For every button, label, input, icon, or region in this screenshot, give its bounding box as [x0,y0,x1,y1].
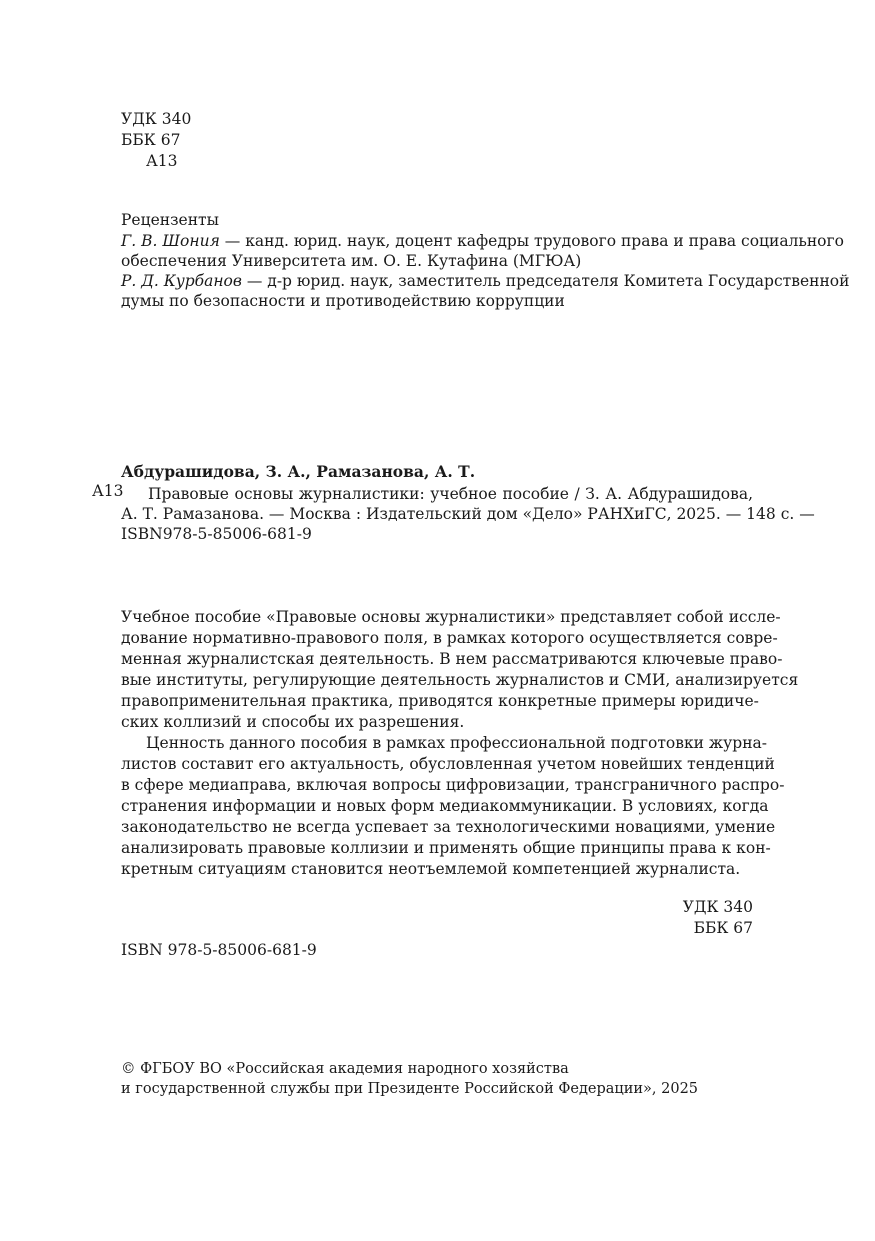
reviewer-2-line-2: думы по безопасности и противодействию коррупции [121,292,565,310]
classification-bbk: ББК 67 [693,919,753,937]
classification-udk: УДК 340 [682,898,753,916]
reviewer-2-desc: — д-р юрид. наук, заместитель председателя Комитета Государственной [241,272,850,290]
reviewer-2-line-1 [121,272,850,290]
bib-line-3: ISBN978-5-85006-681-9 [121,525,312,543]
copyright-line-1: © ФГБОУ ВО «Российская академия народного хозяйства [121,1061,569,1077]
bib-line-1: Правовые основы журналистики: учебное пособие / З. А. Абдурашидова, [148,485,753,503]
bib-mark: А13 [92,482,124,500]
abstract-p2-line: в сфере медиаправа, включая вопросы цифровизации, трансграничного распро- [121,776,785,794]
abstract-p2-line: странения информации и новых форм медиакоммуникации. В условиях, когда [121,797,769,815]
reviewer-2-name: Р. Д. Курбанов [121,272,242,290]
reviewer-1-line-1 [121,232,844,250]
abstract-p1-line: дование нормативно-правового поля, в рамках которого осуществляется совре- [121,629,778,647]
reviewer-1-desc: — канд. юрид. наук, доцент кафедры трудового права и права социального [219,232,844,250]
reviewers-heading: Рецензенты [121,211,219,229]
abstract-p2-line: законодательство не всегда успевает за технологическими новациями, умение [121,818,776,836]
abstract-p1-line: Учебное пособие «Правовые основы журналистики» представляет собой иссле- [121,608,781,626]
abstract-p1-line: менная журналистская деятельность. В нем рассматриваются ключевые право- [121,650,783,668]
abstract-p2-line: листов составит его актуальность, обусловленная учетом новейших тенденций [121,755,775,773]
copyright-line-2: и государственной службы при Президенте Российской Федерации», 2025 [121,1081,699,1097]
abstract-p2-line: кретным ситуациям становится неотъемлемой компетенцией журналиста. [121,860,741,878]
abstract-p1-line: вые институты, регулирующие деятельность журналистов и СМИ, анализируется [121,671,799,689]
abstract-p2-line: анализировать правовые коллизии и применять общие принципы права к кон- [121,839,771,857]
author-mark: А13 [146,152,178,170]
abstract-p1-line: ских коллизий и способы их разрешения. [121,713,465,731]
udk-code: УДК 340 [121,110,192,128]
bib-line-2: А. Т. Рамазанова. — Москва : Издательский дом «Дело» РАНХиГС, 2025. — 148 с. — [121,505,815,523]
isbn: ISBN 978-5-85006-681-9 [121,941,317,959]
bbk-code: ББК 67 [121,131,181,149]
reviewer-1-name: Г. В. Шония [121,232,220,250]
abstract-p2-line: Ценность данного пособия в рамках профессиональной подготовки журна- [146,734,768,752]
reviewer-1-line-2: обеспечения Университета им. О. Е. Кутафина (МГЮА) [121,252,582,270]
bib-authors: Абдурашидова, З. А., Рамазанова, А. Т. [121,462,476,481]
abstract-p1-line: правоприменительная практика, приводятся конкретные примеры юридиче- [121,692,759,710]
